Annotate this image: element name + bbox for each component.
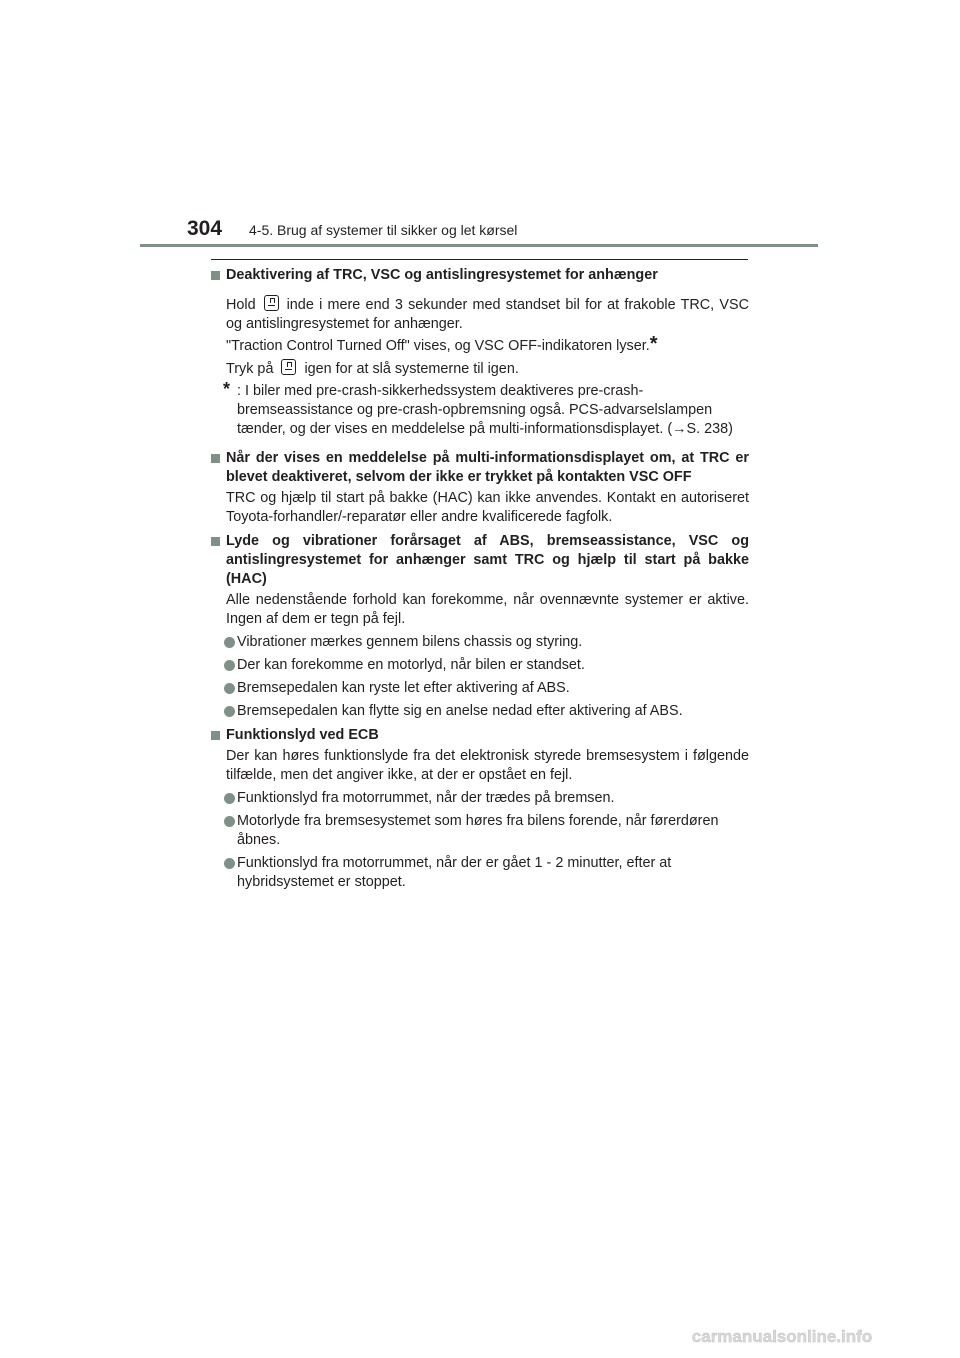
footnote-star: * — [649, 333, 658, 355]
list-item: Funktionslyd fra motorrummet, når der er gået 1 - 2 minutter, efter at hybridsystemet er stoppet. — [211, 854, 749, 892]
section-body: TRC og hjælp til start på bakke (HAC) kan ikke anvendes. Kontakt en autoriseret Toyota-forhandler/-reparatør eller andre kvalificerede fagfolk. — [226, 490, 749, 525]
section-heading: Funktionslyd ved ECB — [226, 727, 379, 743]
section-heading: Deaktivering af TRC, VSC og antislingresystemet for anhænger — [226, 267, 658, 283]
watermark-logo — [612, 1328, 952, 1346]
round-bullet-icon — [224, 793, 235, 804]
footnote-text: : I biler med pre-crash-sikkerhedssystem deaktiveres pre-crash-bremseassistance og pre-crash-opbremsning også. PCS-advarselslampen tænder, og der vises en meddelelse på multi-informationsdisplayet. (→S. 238) — [237, 383, 733, 437]
list-item: Der kan forekomme en motorlyd, når bilen er standset. — [211, 656, 749, 675]
square-bullet-icon — [211, 537, 220, 546]
round-bullet-icon — [224, 706, 235, 717]
section-sounds-vibrations — [211, 532, 749, 721]
vsc-off-switch-icon — [281, 359, 296, 375]
section-heading: Når der vises en meddelelse på multi-informationsdisplayet om, at TRC er blevet deaktiveret, selvom der ikke er trykket på kontakten VSC OFF — [226, 450, 749, 485]
instruction-text: Tryk på — [226, 361, 274, 377]
header-rule — [140, 244, 818, 247]
list-item: Bremsepedalen kan ryste let efter aktivering af ABS. — [211, 679, 749, 698]
round-bullet-icon — [224, 816, 235, 827]
section-heading: Lyde og vibrationer forårsaget af ABS, bremseassistance, VSC og antislingresystemet for anhænger samt TRC og hjælp til start på bakke (HAC) — [226, 533, 749, 587]
instruction-text: inde i mere end 3 sekunder med standset bil for at frakoble TRC, VSC og antislingresystemet for anhænger. — [226, 297, 749, 332]
square-bullet-icon — [211, 731, 220, 740]
square-bullet-icon — [211, 271, 220, 280]
instruction-text: igen for at slå systemerne til igen. — [304, 361, 519, 377]
section-body: Alle nedenstående forhold kan forekomme, når ovennævnte systemer er aktive. Ingen af dem er tegn på fejl. — [226, 592, 749, 627]
round-bullet-icon — [224, 858, 235, 869]
section-trc-deactivation — [211, 266, 749, 439]
list-item: Bremsepedalen kan flytte sig en anelse nedad efter aktivering af ABS. — [211, 702, 749, 721]
running-head: 4-5. Brug af systemer til sikker og let kørsel — [249, 222, 518, 238]
status-text: "Traction Control Turned Off" vises, og VSC OFF-indikatoren lyser. — [226, 338, 650, 354]
list-item: Vibrationer mærkes gennem bilens chassis og styring. — [211, 633, 749, 652]
instruction-text: Hold — [226, 297, 256, 313]
section-trc-message — [211, 449, 749, 527]
watermark-text: carmanualsonline.info — [691, 1328, 873, 1346]
square-bullet-icon — [211, 454, 220, 463]
vsc-off-switch-icon — [264, 295, 279, 311]
section-body: Der kan høres funktionslyde fra det elektronisk styrede bremsesystem i følgende tilfælde, men det angiver ikke, at der er opstået en fejl. — [226, 748, 749, 783]
round-bullet-icon — [224, 637, 235, 648]
page-content — [211, 266, 749, 892]
list-item: Funktionslyd fra motorrummet, når der trædes på bremsen. — [211, 789, 749, 808]
page-number: 304 — [187, 217, 223, 240]
section-ecb-sounds — [211, 726, 749, 892]
list-item: Motorlyde fra bremsesystemet som høres fra bilens forende, når førerdøren åbnes. — [211, 812, 749, 850]
round-bullet-icon — [224, 683, 235, 694]
round-bullet-icon — [224, 660, 235, 671]
content-rule — [211, 259, 748, 260]
footnote-star: * — [223, 379, 231, 399]
